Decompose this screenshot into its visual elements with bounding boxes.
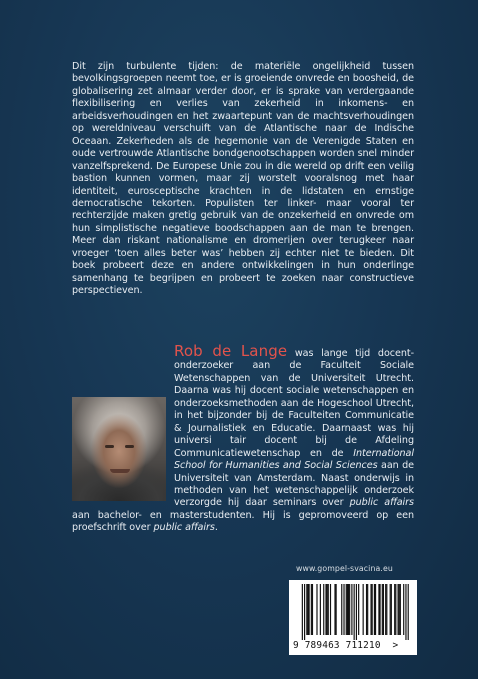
barcode-bar bbox=[379, 584, 380, 635]
barcode-bar bbox=[311, 584, 312, 635]
isbn-digits bbox=[293, 640, 413, 651]
barcode-bar bbox=[374, 584, 375, 635]
barcode-bar bbox=[363, 584, 364, 635]
publisher-url: www.gompel-svacina.eu bbox=[296, 564, 393, 573]
barcode-bar bbox=[325, 584, 326, 635]
barcode-bars bbox=[295, 584, 411, 640]
barcode-bar bbox=[397, 584, 398, 635]
barcode-bar bbox=[358, 584, 359, 635]
bio-text-part2: aan de Universiteit van Amsterdam. Naast onderwijs in methoden van het wetenschappelijk onderzoek verzorgde hij daar seminars over bbox=[174, 460, 414, 509]
barcode-bar bbox=[356, 584, 357, 640]
barcode-bar bbox=[375, 584, 376, 635]
bio-italic-public-affairs: public affairs bbox=[349, 497, 415, 509]
barcode-bar bbox=[306, 584, 307, 635]
author-name: Rob de Lange bbox=[174, 342, 288, 360]
barcode-bar bbox=[336, 584, 337, 635]
barcode-bar bbox=[394, 584, 395, 635]
barcode-bar bbox=[346, 584, 347, 635]
barcode-bar bbox=[391, 584, 392, 635]
barcode-bar bbox=[378, 584, 379, 635]
barcode-bar bbox=[334, 584, 335, 635]
bio-italic-school: International School for Humanities and Social Sciences bbox=[174, 447, 414, 472]
barcode-bar bbox=[343, 584, 344, 635]
bio-italic-public-affairs-2: public affairs bbox=[153, 522, 215, 534]
isbn-barcode bbox=[289, 580, 417, 655]
barcode-bar bbox=[302, 584, 303, 640]
author-photo-eye bbox=[125, 445, 134, 448]
barcode-bar bbox=[349, 584, 350, 635]
barcode-bar bbox=[330, 584, 331, 635]
barcode-bar bbox=[372, 584, 373, 635]
barcode-bar bbox=[408, 584, 409, 640]
bio-text-continued: tair docent bij de Afdeling Communicatiewetenschap en de bbox=[174, 435, 414, 459]
author-photo bbox=[72, 397, 166, 501]
isbn-quiet-zone-mark: > bbox=[392, 640, 399, 651]
barcode-bar bbox=[328, 584, 329, 635]
barcode-bar bbox=[304, 584, 305, 640]
bio-text-part1: was lange tijd docent-onderzoeker aan de Faculteit Sociale Wetenschappen van de Universiteit Utrecht. Daarna was hij docent sociale wetenschappen en onderzoeksmethoden aan de Hogeschool Utrecht, in het bijzonder bij de Faculteiten Communicatie & Journalistiek en Educatie. Daarnaast was hij universi bbox=[174, 348, 414, 447]
barcode-bar bbox=[386, 584, 387, 635]
blurb-text: Dit zijn turbulente tijden: de materiële ongelijkheid tussen bevolkingsgroepen neemt toe, er is groeiende onvrede en boosheid, de globalisering zet almaar verder door, er is sprake van verdergaande flexibilisering en verlies van zekerheid in inkomens- en arbeidsverhoudingen en het zwaartepunt van de machtsverhoudingen op wereldniveau verschuift van de Atlantische naar de Indische Oceaan. Zekerheden als de hegemonie van de Verenigde Staten en oude vertrouwde Atlantische bondgenootschappen worden snel minder vanzelfsprekend. De Europese Unie zou in die wereld op drift een veilig bastion kunnen vormen, maar zij worstelt vooralsnog met haar identiteit, eurosceptische krachten in de lidstaten en ernstige democratische tekorten. Populisten ter linker- maar vooral ter rechterzijde maken gretig gebruik van de onzekerheid en onvrede om hun simplistische negatieve boodschappen aan de man te brengen. Meer dan riskant nationalisme en dromerijen over terugkeer naar vroeger ‘toen alles beter was’ hebben zij echter niet te bieden. Dit boek probeert deze en andere ontwikkelingen in hun onderlinge samenhang te begrijpen en probeert te zoeken naar constructieve perspectieven. bbox=[72, 61, 414, 297]
barcode-bar bbox=[309, 584, 310, 635]
barcode-bar bbox=[354, 584, 355, 640]
barcode-bar bbox=[351, 584, 352, 635]
barcode-bar bbox=[320, 584, 321, 635]
barcode-bar bbox=[312, 584, 313, 635]
barcode-bar bbox=[385, 584, 386, 635]
barcode-bar bbox=[370, 584, 371, 635]
author-photo-eye bbox=[105, 445, 114, 448]
author-photo-mouth bbox=[110, 469, 130, 473]
barcode-bar bbox=[341, 584, 342, 635]
barcode-bar bbox=[316, 584, 317, 635]
author-bio bbox=[72, 342, 415, 535]
barcode-bar bbox=[347, 584, 348, 635]
barcode-bar bbox=[327, 584, 328, 635]
back-cover-blurb bbox=[72, 61, 414, 298]
barcode-bar bbox=[307, 584, 308, 635]
barcode-bar bbox=[400, 584, 401, 635]
barcode-bar bbox=[323, 584, 324, 635]
bio-text-part3: aan bachelor- en masterstudenten. Hij is gepromoveerd op een proefschrift over bbox=[72, 509, 414, 534]
barcode-bar bbox=[383, 584, 384, 635]
barcode-bar bbox=[403, 584, 404, 635]
barcode-bar bbox=[367, 584, 368, 635]
barcode-bar bbox=[382, 584, 383, 635]
barcode-bar bbox=[399, 584, 400, 635]
barcode-bar bbox=[390, 584, 391, 635]
barcode-bar bbox=[395, 584, 396, 635]
barcode-bar bbox=[348, 584, 349, 635]
bio-text-part4: . bbox=[214, 522, 218, 534]
barcode-bar bbox=[405, 584, 406, 640]
isbn-number: 9 789463 711210 bbox=[293, 640, 381, 651]
barcode-bar bbox=[366, 584, 367, 635]
